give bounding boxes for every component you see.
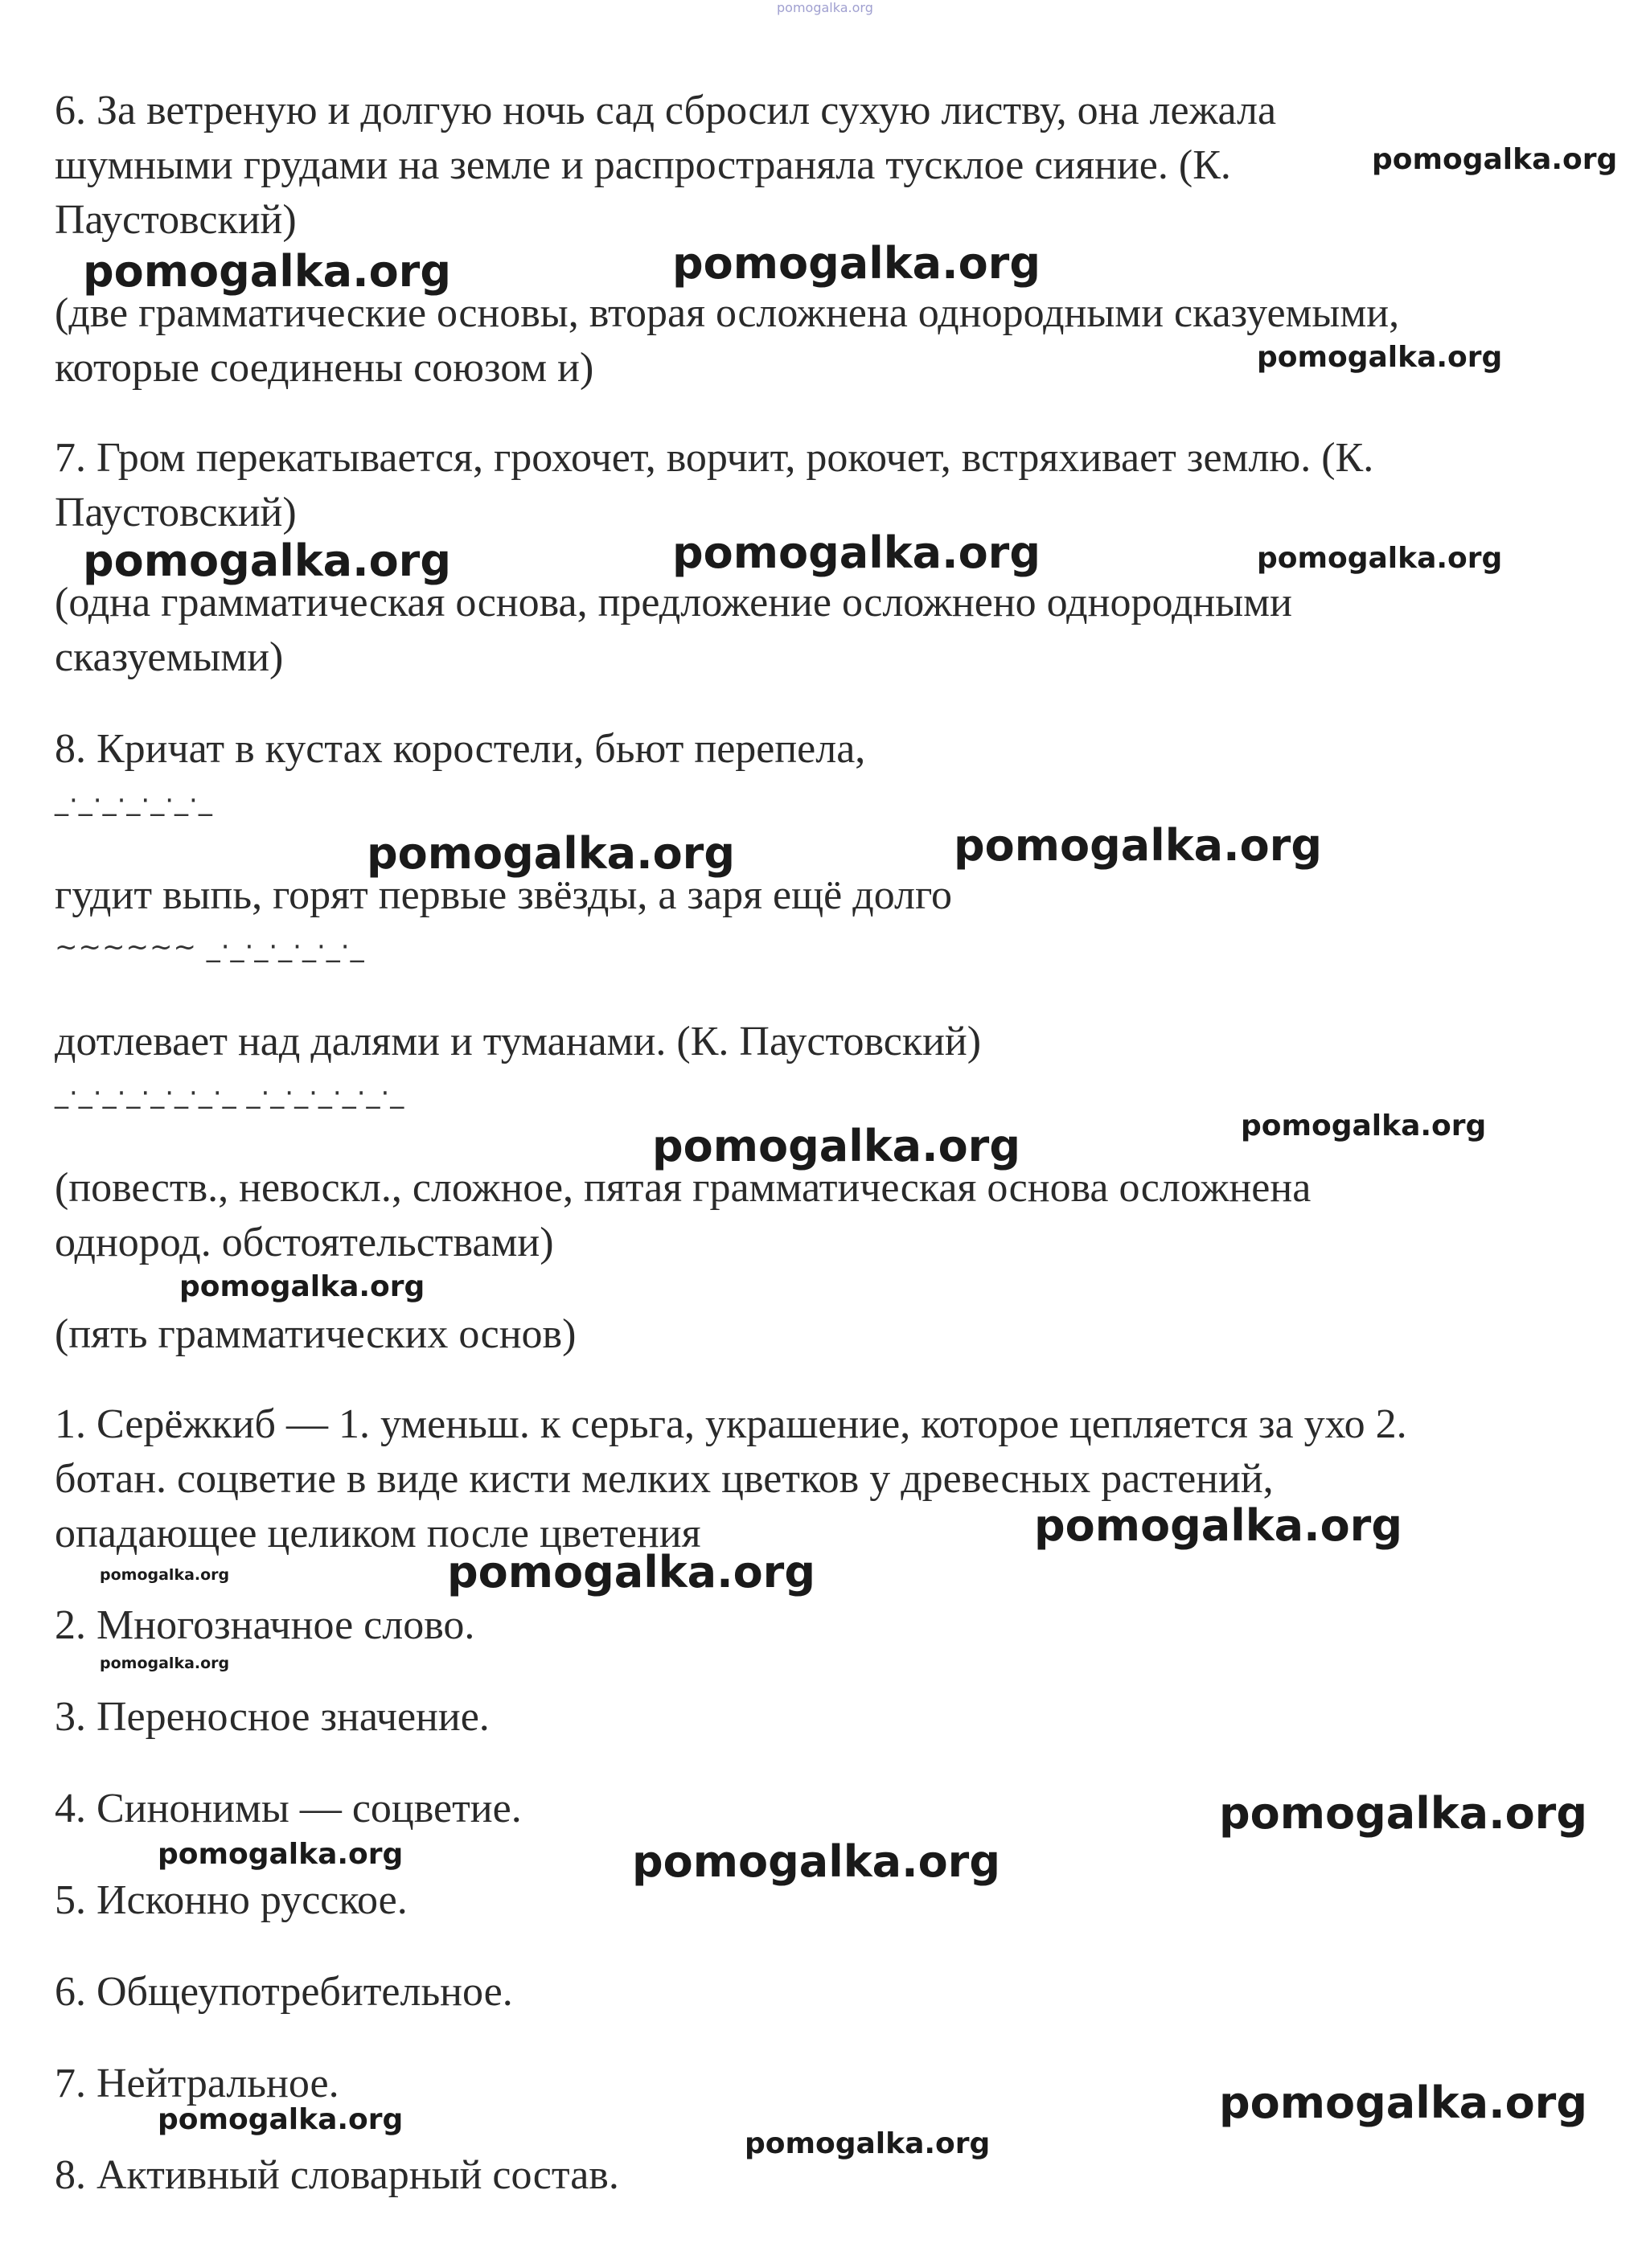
text-line: Паустовский) <box>55 490 297 535</box>
text-line: (повеств., невоскл., сложное, пятая грамматическая основа осложнена <box>55 1165 1312 1211</box>
watermark: pomogalka.org <box>179 1270 425 1303</box>
watermark: pomogalka.org <box>1241 1109 1487 1142</box>
watermark: pomogalka.org <box>447 1547 815 1597</box>
watermark: pomogalka.org <box>1257 542 1503 575</box>
text-line: которые соединены союзом и) <box>55 345 594 391</box>
watermark: pomogalka.org <box>652 1121 1020 1171</box>
text-line: сказуемыми) <box>55 634 284 680</box>
watermark: pomogalka.org <box>1034 1500 1402 1551</box>
watermark: pomogalka.org <box>1219 2077 1587 2128</box>
text-line: ботан. соцветие в виде кисти мелких цветков у древесных растений, <box>55 1456 1274 1502</box>
top-watermark: pomogalka.org <box>777 0 873 15</box>
underline-mark: _·_·_·_·_·_·_ <box>55 785 213 817</box>
underline-mark: ~~~~~~ _·_·_·_·_·_·_ <box>55 931 365 963</box>
watermark: pomogalka.org <box>83 246 451 297</box>
watermark: pomogalka.org <box>672 238 1041 289</box>
watermark: pomogalka.org <box>100 1566 230 1584</box>
text-line: 3. Переносное значение. <box>55 1694 490 1740</box>
text-line: 2. Многозначное слово. <box>55 1602 475 1648</box>
text-line: 1. Серёжкиб — 1. уменьш. к серьга, украшение, которое цепляется за ухо 2. <box>55 1401 1407 1447</box>
text-line: 7. Гром перекатывается, грохочет, ворчит, рокочет, встряхивает землю. (К. <box>55 435 1374 481</box>
watermark: pomogalka.org <box>745 2127 991 2160</box>
text-line: (пять грамматических основ) <box>55 1311 577 1357</box>
text-line: 6. Общеупотребительное. <box>55 1969 513 2015</box>
watermark: pomogalka.org <box>954 820 1322 871</box>
watermark: pomogalka.org <box>367 828 735 879</box>
text-line: опадающее целиком после цветения <box>55 1511 701 1556</box>
text-line: 6. За ветреную и долгую ночь сад сбросил сухую листву, она лежала <box>55 88 1277 133</box>
text-line: 4. Синонимы — соцветие. <box>55 1786 522 1831</box>
text-line: Паустовский) <box>55 197 297 243</box>
text-line: 8. Активный словарный состав. <box>55 2152 619 2198</box>
underline-mark: _·_·_·_·_·_·_·_ _·_·_·_·_·_·_ <box>55 1077 405 1109</box>
watermark: pomogalka.org <box>158 2103 404 2136</box>
text-line: 7. Нейтральное. <box>55 2061 339 2106</box>
text-line: дотлевает над далями и туманами. (К. Паустовский) <box>55 1019 982 1064</box>
watermark: pomogalka.org <box>1219 1788 1587 1839</box>
watermark: pomogalka.org <box>83 535 451 586</box>
text-line: (две грамматические основы, вторая осложнена однородными сказуемыми, <box>55 290 1400 336</box>
text-line: однород. обстоятельствами) <box>55 1220 554 1265</box>
watermark: pomogalka.org <box>100 1655 230 1672</box>
watermark: pomogalka.org <box>632 1836 1000 1887</box>
watermark: pomogalka.org <box>158 1838 404 1871</box>
text-line: 8. Кричат в кустах коростели, бьют перепела, <box>55 726 866 772</box>
text-line: 5. Исконно русское. <box>55 1877 408 1923</box>
watermark: pomogalka.org <box>1372 143 1618 176</box>
watermark: pomogalka.org <box>672 527 1041 578</box>
text-line: гудит выпь, горят первые звёзды, а заря ещё долго <box>55 872 952 918</box>
watermark: pomogalka.org <box>1257 341 1503 374</box>
text-line: шумными грудами на земле и распространяла тусклое сияние. (К. <box>55 142 1231 188</box>
text-line: (одна грамматическая основа, предложение осложнено однородными <box>55 580 1292 625</box>
